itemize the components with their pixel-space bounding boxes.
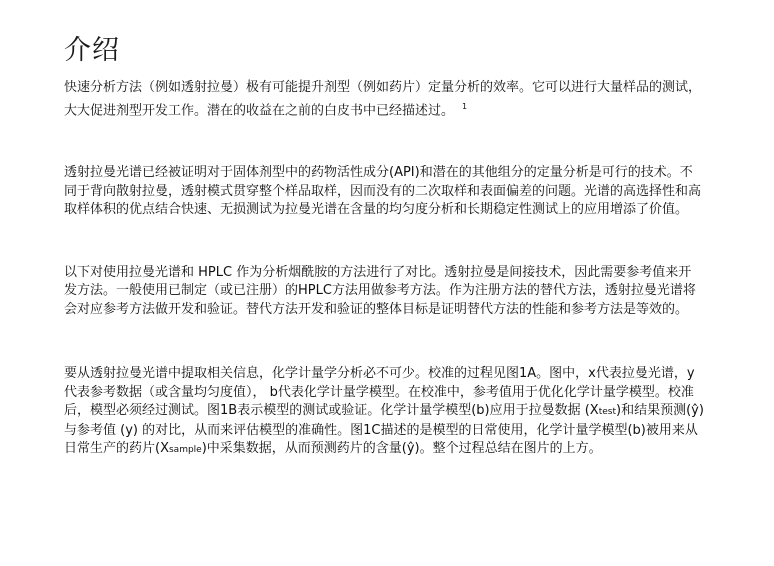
paragraph-intro [64,79,704,120]
paragraph-transmission-raman: 透射拉曼光谱已经被证明对于固体剂型中的药物活性成分(API)和潜在的其他组分的定量分析是可行的技术。不同于背向散射拉曼，透射模式贯穿整个样品取样，因而没有的二次取样和表面偏差的问题。光谱的高选择性和高取样体积的优点结合快速、无损测试为拉曼光谱在含量的均匀度分析和长期稳定性测试上的应用增添了价值。 [64,165,702,218]
chemometrics-text-1: 要从透射拉曼光谱中提取相关信息，化学计量学分析必不可少。校准的过程见图1A。图中，x代表拉曼光谱，y代表参考数据（或含量均匀度值）， b代表化学计量学模型。在校准中，参考值用于优化化学计量学模型。校准后，模型必须经过测试。图1B表示模型的测试或验证。化学计量学模型(b)应用于拉曼数据 (X [64,366,695,419]
page-title: 介绍 [64,35,120,66]
paragraph-chemometrics [64,365,704,460]
paragraph-intro-text: 快速分析方法（例如透射拉曼）极有可能提升剂型（例如药片）定量分析的效率。它可以进行大量样品的测试，大大促进剂型开发工作。潜在的收益在之前的白皮书中已经描述过。 [64,80,702,118]
subscript-sample: sample [168,445,202,456]
footnote-ref: 1 [462,101,468,111]
chemometrics-text-2: )和结果预测(ŷ)与参考值 (y) 的对比，从而来评估模型的准确性。图1C描述的是模型的日常使用，化学计量学模型(b)被用来从日常生产的药片(X [64,403,704,457]
chemometrics-text-3: )中采集数据，从而预测药片的含量(ŷ)。整个过程总结在图片的上方。 [201,441,602,457]
paragraph-hplc-comparison: 以下对使用拉曼光谱和 HPLC 作为分析烟酰胺的方法进行了对比。透射拉曼是间接技术，因此需要参考值来开发方法。一般使用已制定（或已注册）的HPLC方法用做参考方法。作为注册方法的替代方法，透射拉曼光谱将会对应参考方法做开发和验证。替代方法开发和验证的整体目标是证明替代方法的性能和参考方法是等效的。 [64,264,696,317]
subscript-test: test [598,407,616,418]
